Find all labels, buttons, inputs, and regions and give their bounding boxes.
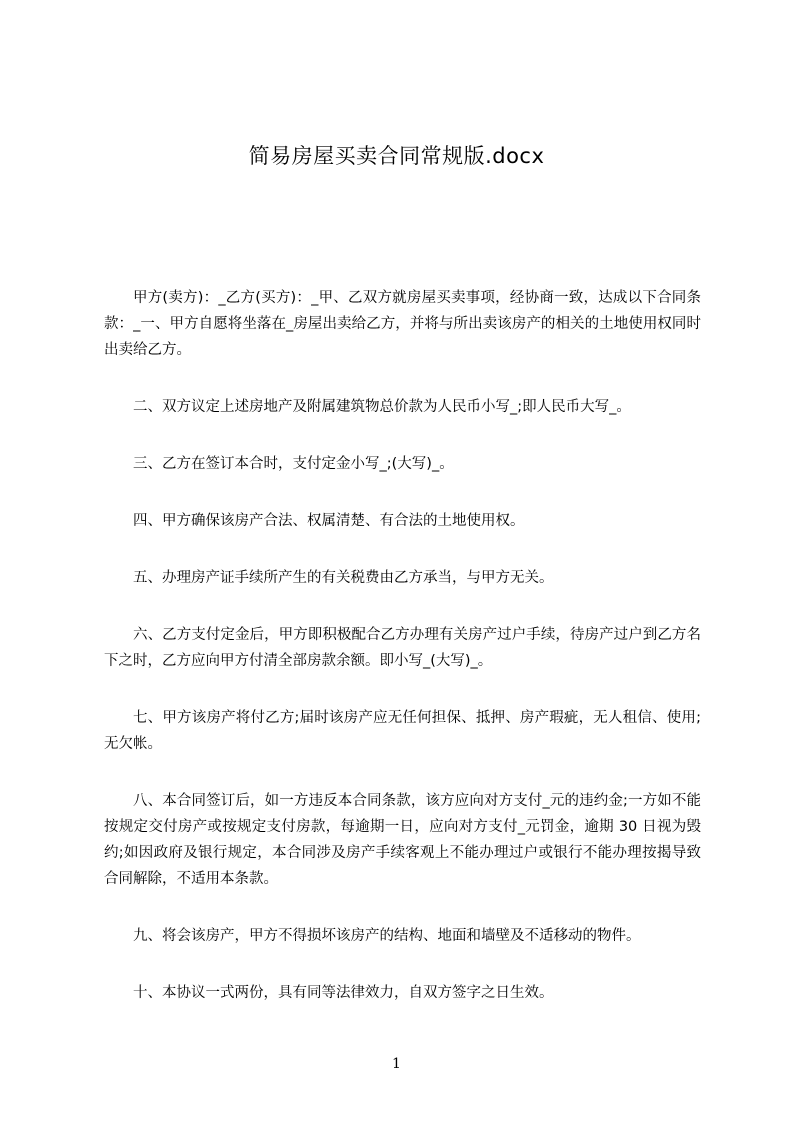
paragraph-clause-2: 二、双方议定上述房地产及附属建筑物总价款为人民币小写_;即人民币大写_。 [133, 399, 631, 415]
document-body [104, 285, 701, 1006]
paragraph-clause-8: 八、本合同签订后，如一方违反本合同条款，该方应向对方支付_元的违约金;一方如不能按规定交付房产或按规定支付房款，每逾期一日，应向对方支付_元罚金，逾期 30 日视为毁约;如因政府及银行规定，本合同涉及房产手续客观上不能办理过户或银行不能办理按揭导致合同解除，不适用本条款。 [104, 793, 701, 887]
paragraph-clause-10: 十、本协议一式两份，具有同等法律效力，自双方签字之日生效。 [133, 985, 554, 1001]
paragraph-clause-9: 九、将会该房产，甲方不得损坏该房产的结构、地面和墙壁及不适移动的物件。 [133, 928, 641, 944]
paragraph-clause-5: 五、办理房产证手续所产生的有关税费由乙方承当，与甲方无关。 [133, 570, 554, 586]
paragraph-clause-7: 七、甲方该房产将付乙方;届时该房产应无任何担保、抵押、房产瑕疵，无人租信、使用;无欠帐。 [104, 710, 701, 752]
page-number: 1 [392, 1056, 401, 1072]
paragraph-clause-4: 四、甲方确保该房产合法、权属清楚、有合法的土地使用权。 [133, 513, 525, 529]
paragraph-clause-6: 六、乙方支付定金后，甲方即积极配合乙方办理有关房产过户手续，待房产过户到乙方名下之时，乙方应向甲方付清全部房款余额。即小写_(大写)_。 [104, 627, 701, 669]
document-title: 简易房屋买卖合同常规版.docx [248, 144, 545, 168]
paragraph-parties: 甲方(卖方)：_乙方(买方)：_甲、乙双方就房屋买卖事项，经协商一致，达成以下合同条款：_一、甲方自愿将坐落在_房屋出卖给乙方，并将与所出卖该房产的相关的土地使用权同时出卖给乙方。 [104, 290, 701, 358]
paragraph-clause-3: 三、乙方在签订本合时，支付定金小写_;(大写)_。 [133, 456, 454, 472]
